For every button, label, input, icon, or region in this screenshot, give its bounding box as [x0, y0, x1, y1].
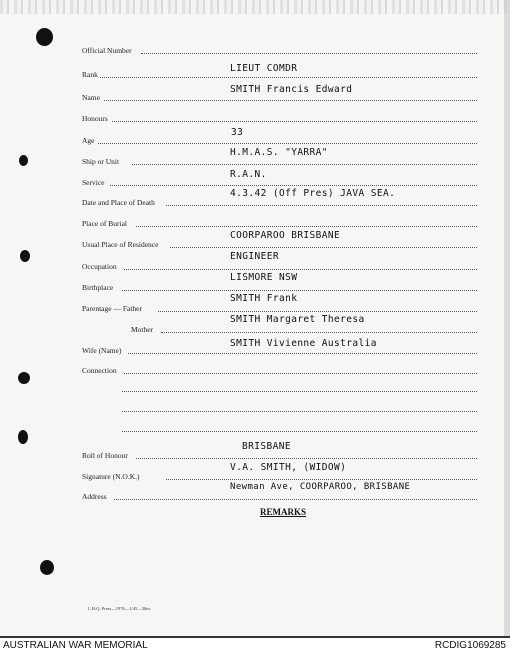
residence-value: COORPAROO BRISBANE: [230, 230, 341, 241]
birthplace-value: LISMORE NSW: [230, 272, 298, 283]
printer-note: L.H.Q. Press—1976—1/45—30m.: [88, 606, 151, 611]
burial-label: Place of Burial: [82, 219, 127, 228]
footer-institution: AUSTRALIAN WAR MEMORIAL: [3, 640, 148, 651]
father-value: SMITH Frank: [230, 293, 298, 304]
name-value: SMITH Francis Edward: [230, 84, 353, 95]
wife-value: SMITH Vivienne Australia: [230, 338, 377, 349]
name-line: [104, 100, 477, 101]
death-value: 4.3.42 (Off Pres) JAVA SEA.: [230, 188, 396, 199]
address-value: Newman Ave, COORPAROO, BRISBANE: [230, 482, 411, 492]
honours-label: Honours: [82, 114, 108, 123]
mother-label: Mother: [131, 325, 154, 334]
punch-hole: [19, 155, 28, 166]
age-value: 33: [231, 127, 244, 138]
occupation-line: [124, 269, 477, 270]
punch-hole: [20, 250, 30, 262]
roll-of-honour-value: BRISBANE: [242, 441, 291, 452]
burial-line: [136, 226, 477, 227]
signature-line: [166, 479, 477, 480]
father-line: [158, 311, 477, 312]
ship-or-unit-value: H.M.A.S. "YARRA": [230, 147, 328, 158]
service-value: R.A.N.: [230, 169, 267, 180]
connection-extra-line: [122, 411, 477, 412]
roll-of-honour-line: [136, 458, 477, 459]
connection-extra-line: [122, 391, 477, 392]
roll-of-honour-label: Roll of Honour: [82, 451, 128, 460]
birthplace-line: [122, 290, 477, 291]
residence-label: Usual Place of Residence: [82, 240, 159, 249]
rank-line: [100, 77, 477, 78]
footer-record-id: RCDIG1069285: [434, 640, 506, 651]
death-label: Date and Place of Death: [82, 198, 155, 207]
address-label: Address: [82, 492, 107, 501]
rank-value: LIEUT COMDR: [230, 63, 298, 74]
connection-line: [124, 373, 477, 374]
name-label: Name: [82, 93, 100, 102]
age-line: [98, 143, 477, 144]
signature-value: V.A. SMITH, (WIDOW): [230, 462, 347, 473]
punch-hole: [36, 28, 53, 46]
honours-line: [112, 121, 477, 122]
punch-hole: [18, 372, 30, 384]
connection-extra-line: [122, 431, 477, 432]
occupation-value: ENGINEER: [230, 251, 279, 262]
scan-top-edge: [0, 0, 510, 14]
wife-line: [128, 353, 477, 354]
official-number-label: Official Number: [82, 46, 132, 55]
punch-hole: [40, 560, 54, 575]
residence-line: [170, 247, 477, 248]
address-line: [114, 499, 477, 500]
connection-label: Connection: [82, 366, 117, 375]
wife-label: Wife (Name): [82, 346, 122, 355]
mother-line: [161, 332, 477, 333]
remarks-heading: REMARKS: [260, 507, 307, 517]
age-label: Age: [82, 136, 95, 145]
punch-hole: [18, 430, 28, 444]
occupation-label: Occupation: [82, 262, 117, 271]
rank-label: Rank: [82, 70, 98, 79]
service-label: Service: [82, 178, 105, 187]
service-line: [110, 185, 477, 186]
birthplace-label: Birthplace: [82, 283, 114, 292]
mother-value: SMITH Margaret Theresa: [230, 314, 365, 325]
official-number-line: [141, 53, 477, 54]
ship-or-unit-line: [132, 164, 477, 165]
scan-right-edge: [504, 0, 510, 640]
ship-or-unit-label: Ship or Unit: [82, 157, 120, 166]
signature-label: Signature (N.O.K.): [82, 472, 140, 481]
death-line: [166, 205, 477, 206]
father-label: Parentage — Father: [82, 304, 142, 313]
